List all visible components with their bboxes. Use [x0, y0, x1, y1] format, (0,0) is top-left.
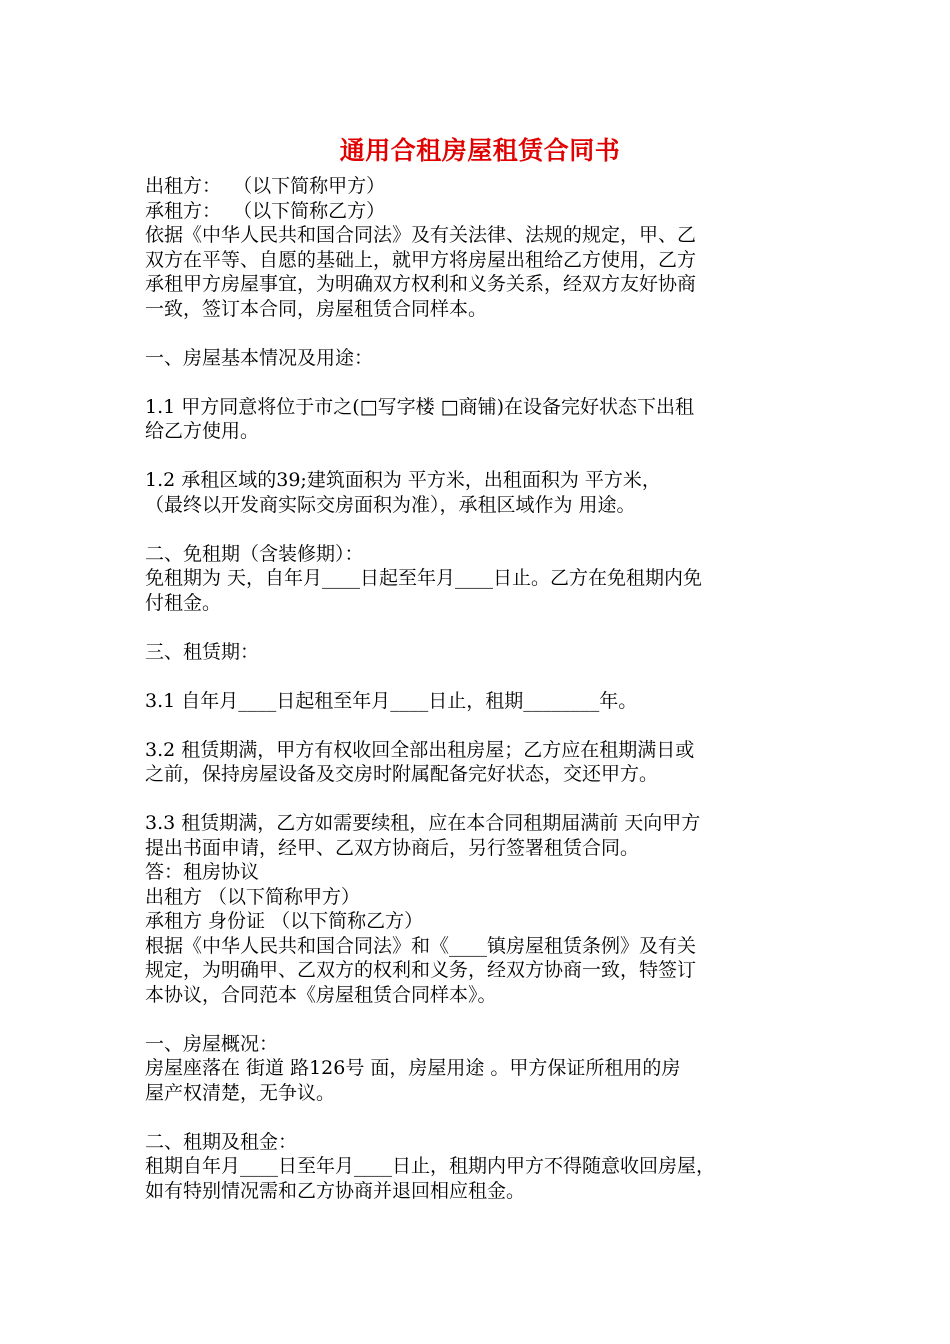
document-line: 出租方 （以下简称甲方） — [145, 885, 361, 908]
document-line: 承租方 身份证 （以下简称乙方） — [145, 910, 424, 932]
document-line: 二、租期及租金： — [145, 1130, 298, 1153]
document-line: 依据《中华人民共和国合同法》及有关法律、法规的规定，甲、乙 — [145, 224, 697, 246]
document-line: 1.2 承租区域的39;建筑面积为 平方米，出租面积为 平方米， — [145, 469, 661, 491]
document-line: 房屋座落在 街道 路126号 面，房屋用途 。甲方保证所租用的房 — [145, 1057, 681, 1079]
document-line: 租期自年月____日至年月____日止，租期内甲方不得随意收回房屋， — [145, 1155, 716, 1177]
blank-line — [145, 713, 815, 738]
document-line: 付租金。 — [145, 591, 222, 614]
blank-line — [145, 615, 815, 640]
blank-line — [145, 787, 815, 812]
document-line: 3.1 自年月____日起租至年月____日止，租期________年。 — [145, 689, 638, 712]
document-line: 承租方： （以下简称乙方） — [145, 199, 386, 222]
document-line: 答：租房协议 — [145, 861, 260, 883]
blank-line — [145, 517, 815, 542]
contract-page — [145, 134, 815, 1203]
blank-line — [145, 1007, 815, 1032]
blank-line — [145, 321, 815, 346]
document-line: 免租期为 天，自年月____日起至年月____日止。乙方在免租期内免 — [145, 567, 703, 589]
document-title: 通用合租房屋租赁合同书 — [339, 136, 621, 165]
document-line: 根据《中华人民共和国合同法》和《____镇房屋租赁条例》及有关 — [145, 934, 697, 957]
document-line: 本协议，合同范本《房屋租赁合同样本》。 — [145, 983, 497, 1006]
document-line: 承租甲方房屋事宜，为明确双方权利和义务关系，经双方友好协商 — [145, 273, 697, 295]
document-line: 之前，保持房屋设备及交房时附属配备完好状态，交还甲方。 — [145, 763, 659, 785]
document-line: 提出书面申请，经甲、乙双方协商后，另行签署租赁合同。 — [145, 836, 640, 859]
document-line: 三、租赁期： — [145, 640, 260, 663]
document-line: 1.1 甲方同意将位于市之(□写字楼 □商铺)在设备完好状态下出租 — [145, 395, 695, 418]
blank-line — [145, 444, 815, 469]
document-line: 3.3 租赁期满，乙方如需要续租，应在本合同租期届满前 天向甲方 — [145, 812, 701, 834]
document-line: 3.2 租赁期满，甲方有权收回全部出租房屋；乙方应在租期满日或 — [145, 738, 695, 761]
document-line: 规定，为明确甲、乙双方的权利和义务，经双方协商一致，特签订 — [145, 959, 697, 981]
document-line: 一、房屋概况： — [145, 1032, 279, 1055]
document-body — [145, 174, 815, 1203]
blank-line — [145, 1105, 815, 1130]
document-line: 二、免租期（含装修期）： — [145, 542, 364, 565]
document-line: 出租方： （以下简称甲方） — [145, 175, 386, 197]
document-line: 一致，签订本合同，房屋租赁合同样本。 — [145, 297, 488, 320]
document-line: 双方在平等、自愿的基础上，就甲方将房屋出租给乙方使用，乙方 — [145, 248, 697, 271]
document-line: 屋产权清楚，无争议。 — [145, 1081, 336, 1104]
blank-line — [145, 664, 815, 689]
document-line: 一、房屋基本情况及用途： — [145, 346, 374, 369]
document-line: 如有特别情况需和乙方协商并退回相应租金。 — [145, 1179, 526, 1202]
document-line: （最终以开发商实际交房面积为准），承租区域作为 用途。 — [145, 493, 636, 516]
document-line: 给乙方使用。 — [145, 420, 260, 442]
blank-line — [145, 370, 815, 395]
